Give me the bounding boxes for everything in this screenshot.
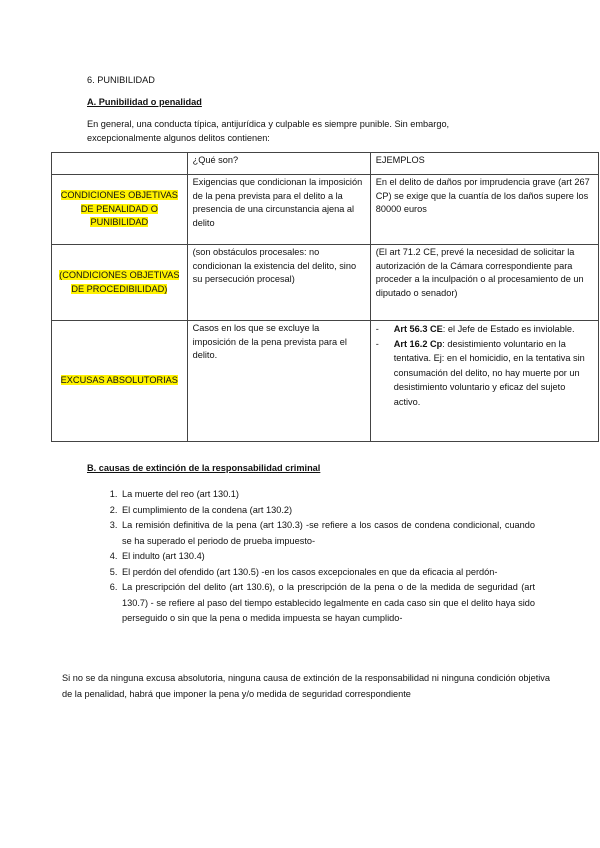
row-label [52, 245, 188, 321]
list-item: 2. El cumplimiento de la condena (art 130.2) [120, 503, 535, 519]
punibility-table [51, 152, 599, 442]
list-item: 4. El indulto (art 130.4) [120, 549, 535, 565]
list-item [376, 337, 593, 410]
row-what: Casos en los que se excluye la imposición de la pena prevista para el delito. [187, 321, 370, 442]
article-text: : desistimiento voluntario en la tentativa. Ej: en el homicidio, en la tentativa sin consumación del delito, no hay muerte por un desistimiento voluntario y eficaz del sujeto activo. [393, 338, 585, 407]
subsection-a-title: A. Punibilidad o penalidad [87, 97, 202, 107]
row-label [52, 175, 188, 245]
subsection-b-title: B. causas de extinción de la responsabilidad criminal [87, 463, 321, 473]
article-ref: Art 56.3 CE [393, 324, 443, 334]
header-what: ¿Qué son? [187, 153, 370, 175]
example-list [376, 322, 593, 409]
table-row [52, 245, 599, 321]
row-example [370, 321, 598, 442]
list-item: 1. La muerte del reo (art 130.1) [120, 487, 535, 503]
article-ref: Art 16.2 Cp [393, 338, 443, 349]
table-row [52, 321, 599, 442]
row-label [52, 321, 188, 442]
header-empty [52, 153, 188, 175]
row-example: (El art 71.2 CE, prevé la necesidad de solicitar la autorización de la Cámara correspondiente para proceder a la inculpación o al procesamiento de un diputado o senador) [370, 245, 598, 321]
highlighted-label: CONDICIONES OBJETIVAS DE PENALIDAD O PUNIBILIDAD [60, 190, 178, 228]
table-row [52, 175, 599, 245]
row-what: Exigencias que condicionan la imposición de la pena prevista para el delito a la presencia de una circunstancia ajena al delito [187, 175, 370, 245]
list-item: 3. La remisión definitiva de la pena (art 130.3) -se refiere a los casos de condena condicional, cuando se ha superado el periodo de prueba impuesto- [120, 518, 535, 549]
article-text: : el Jefe de Estado es inviolable. [442, 324, 575, 334]
header-examples: EJEMPLOS [370, 153, 598, 175]
row-what: (son obstáculos procesales: no condicionan la existencia del delito, sino su persecución procesal) [187, 245, 370, 321]
list-item [376, 322, 593, 337]
extinction-causes-list [100, 487, 535, 627]
highlighted-label: EXCUSAS ABSOLUTORIAS [60, 375, 178, 386]
list-item: 6. La prescripción del delito (art 130.6), o la prescripción de la pena o de la medida de seguridad (art 130.7) - se refiere al paso del tiempo establecido legalmente en cada caso sin que el delito haya sido perseguido o sin que la pena o medida impuesta se hayan cumplido- [120, 580, 535, 627]
section-heading: 6. PUNIBILIDAD [87, 75, 155, 85]
table-header-row [52, 153, 599, 175]
intro-paragraph: En general, una conducta típica, antijurídica y culpable es siempre punible. Sin embargo, excepcionalmente algunos delitos contienen: [87, 119, 450, 143]
highlighted-label: (CONDICIONES OBJETIVAS DE PROCEDIBILIDAD) [59, 270, 180, 294]
conclusion-paragraph: Si no se da ninguna excusa absolutoria, ninguna causa de extinción de la responsabilidad ni ninguna condición objetiva de la penalidad, habrá que imponer la pena y/o medida de seguridad correspondiente [62, 673, 550, 699]
row-example: En el delito de daños por imprudencia grave (art 267 CP) se exige que la cuantía de los daños supere los 80000 euros [370, 175, 598, 245]
list-item: 5. El perdón del ofendido (art 130.5) -en los casos excepcionales en que da eficacia al perdón- [120, 565, 535, 581]
